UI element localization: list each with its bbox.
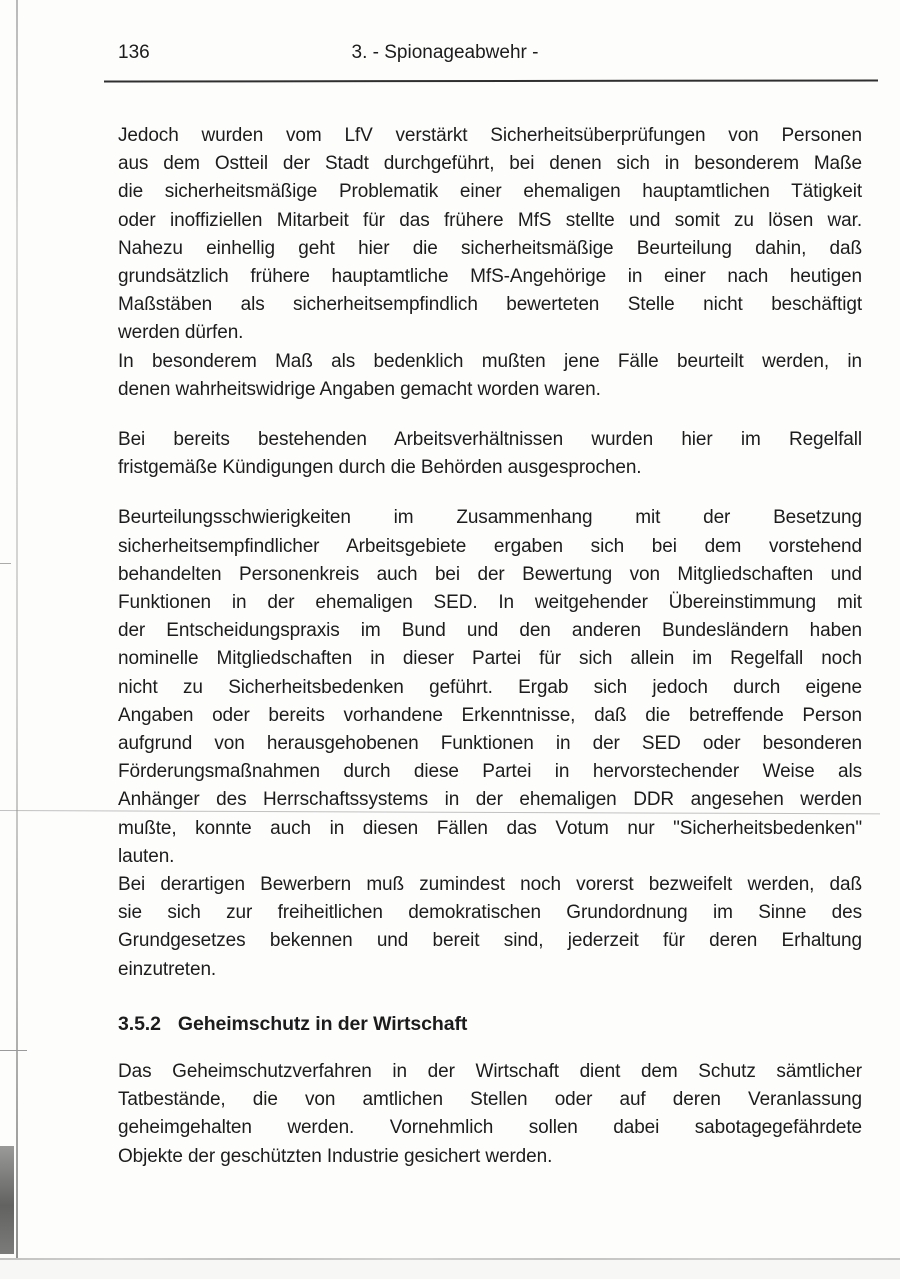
paragraph [118,122,862,235]
paragraph [118,504,862,871]
text-line: mußte, konnte auch in diesen Fällen das Votum nur "Sicherheitsbedenken" [118,817,862,839]
paragraph [118,426,862,482]
text-line: denen wahrheitswidrige Angaben gemacht worden waren. [118,378,601,400]
text-line: Förderungsmaßnahmen durch diese Partei in hervorstechender Weise als [118,761,862,783]
header-rule [104,79,878,82]
text-line: sicherheitsempfindlicher Arbeitsgebiete ergaben sich bei dem vorstehend [118,535,862,557]
text-line: Grundgesetzes bekennen und bereit sind, jederzeit für deren Erhaltung [118,930,862,952]
scan-artifact-dash [0,1050,27,1051]
text-line: Objekte der geschützten Industrie gesichert werden. [118,1145,553,1167]
text-line: Bei bereits bestehenden Arbeitsverhältnissen wurden hier im Regelfall [118,429,862,451]
text-line: fristgemäße Kündigungen durch die Behörden ausgesprochen. [118,457,642,479]
text-line: die sicherheitsmäßige Problematik einer ehemaligen hauptamtlichen Tätigkeit [118,181,862,203]
text-line: werden dürfen. [118,322,244,344]
text-line: der Entscheidungspraxis im Bund und den anderen Bundesländern haben [118,620,862,642]
page-header [118,42,862,66]
text-line: einzutreten. [118,958,217,980]
text-line: aufgrund von herausgehobenen Funktionen in der SED oder besonderen [118,733,862,755]
text-line: oder inoffiziellen Mitarbeit für das frühere MfS stellte und somit zu lösen war. [118,209,862,231]
scan-dark-corner-bar [0,1146,14,1254]
scan-binding-line [16,0,18,1258]
section-number: 3.5.2 [118,1012,161,1035]
section-heading [118,1010,862,1038]
text-line: Funktionen in der ehemaligen SED. In weitgehender Übereinstimmung mit [118,592,862,614]
text-line: nicht zu Sicherheitsbedenken geführt. Ergab sich jedoch durch eigene [118,676,862,698]
paragraph [118,348,862,404]
text-line: Angaben oder bereits vorhandene Erkenntnisse, daß die betreffende Person [118,704,862,726]
text-line: Tatbestände, die von amtlichen Stellen oder auf deren Veranlassung [118,1089,862,1111]
page-number: 136 [118,42,150,63]
text-line: aus dem Ostteil der Stadt durchgeführt, bei denen sich in besonderem Maße [118,153,862,175]
text-line: Nahezu einhellig geht hier die sicherheitsmäßige Beurteilung dahin, daß [118,237,862,259]
text-line: nominelle Mitgliedschaften in dieser Partei für sich allein im Regelfall noch [118,648,862,670]
text-line: Bei derartigen Bewerbern muß zumindest noch vorerst bezweifelt werden, daß [118,874,862,896]
scan-artifact-dash [0,563,11,564]
text-line: grundsätzlich frühere hauptamtliche MfS-Angehörige in einer nach heutigen [118,266,862,288]
paragraph [118,871,862,984]
text-line: geheimgehalten werden. Vornehmlich sollen dabei sabotagegefährdete [118,1117,862,1139]
text-line: behandelten Personenkreis auch bei der Bewertung von Mitgliedschaften und [118,563,862,585]
text-line: Jedoch wurden vom LfV verstärkt Sicherheitsüberprüfungen von Personen [118,125,862,146]
text-line: Das Geheimschutzverfahren in der Wirtschaft dient dem Schutz sämtlicher [118,1060,862,1082]
paragraph [118,235,862,348]
text-line: Beurteilungsschwierigkeiten im Zusammenhang mit der Besetzung [118,507,862,529]
text-line: lauten. [118,845,175,867]
section-title: Geheimschutz in der Wirtschaft [177,1012,468,1035]
text-line: Maßstäben als sicherheitsempfindlich bewerteten Stelle nicht beschäftigt [118,294,862,316]
text-line: sie sich zur freiheitlichen demokratischen Grundordnung im Sinne des [118,902,862,924]
document-body [118,122,862,1171]
text-line: In besonderem Maß als bedenklich mußten jene Fälle beurteilt werden, in [118,350,862,372]
page-bottom-margin [0,1260,900,1279]
running-header-title: 3. - Spionageabwehr - [351,42,539,63]
text-line: Anhänger des Herrschaftssystems in der ehemaligen DDR angesehen werden [118,789,862,811]
paragraph [118,1058,862,1171]
